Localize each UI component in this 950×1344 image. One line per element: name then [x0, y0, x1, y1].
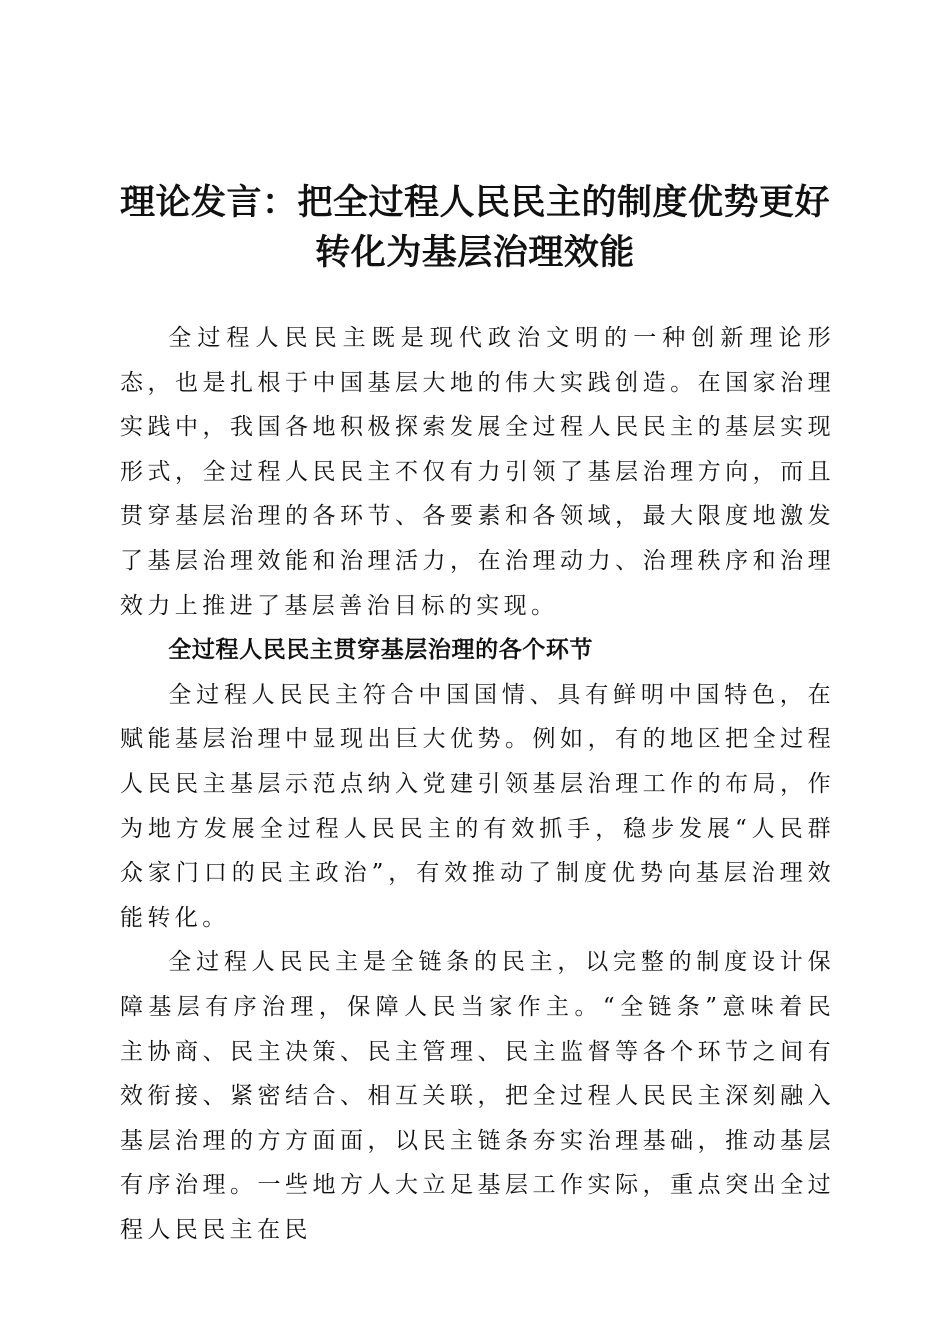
intro-paragraph: 全过程人民民主既是现代政治文明的一种创新理论形态，也是扎根于中国基层大地的伟大实践创造。在国家治理实践中，我国各地积极探索发展全过程人民民主的基层实现形式，全过程人民民主不仅有力引领了基层治理方向，而且贯穿基层治理的各环节、各要素和各领域，最大限度地激发了基层治理效能和治理活力，在治理动力、治理秩序和治理效力上推进了基层善治目标的实现。 [120, 325, 835, 619]
document-title-line-2: 转化为基层治理效能 [315, 232, 635, 273]
body-paragraph-2: 全过程人民民主符合中国国情、具有鲜明中国特色，在赋能基层治理中显现出巨大优势。例如，有的地区把全过程人民民主基层示范点纳入党建引领基层治理工作的布局，作为地方发展全过程人民民主的有效抓手，稳步发展“人民群众家门口的民主政治”，有效推动了制度优势向基层治理效能转化。 [120, 681, 835, 931]
document-body [120, 316, 835, 1252]
body-paragraph-3: 全过程人民民主是全链条的民主，以完整的制度设计保障基层有序治理，保障人民当家作主。“全链条”意味着民主协商、民主决策、民主管理、民主监督等各个环节之间有效衔接、紧密结合、相互关联，把全过程人民民主深刻融入基层治理的方方面面，以民主链条夯实治理基础，推动基层有序治理。一些地方人大立足基层工作实际，重点突出全过程人民民主在民 [120, 949, 835, 1243]
document-title-line-1: 理论发言：把全过程人民民主的制度优势更好 [119, 182, 830, 223]
section-heading: 全过程人民民主贯穿基层治理的各个环节 [168, 637, 594, 664]
document-title [80, 178, 870, 278]
